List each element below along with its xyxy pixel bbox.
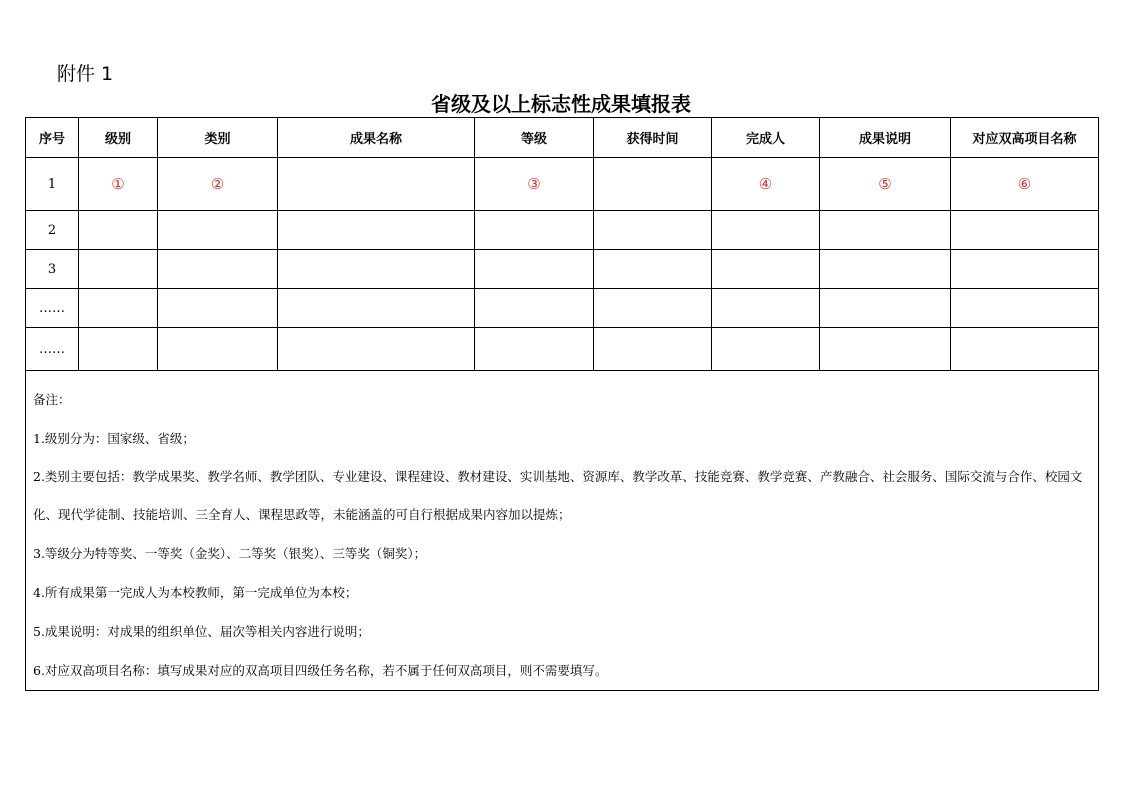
table-cell[interactable] bbox=[475, 211, 594, 250]
notes-row bbox=[26, 371, 1099, 691]
table-cell[interactable] bbox=[278, 328, 475, 371]
table-row bbox=[26, 328, 1099, 371]
note-item: 4.所有成果第一完成人为本校教师，第一完成单位为本校； bbox=[33, 585, 358, 600]
category-marker[interactable]: ② bbox=[158, 158, 278, 211]
table-cell[interactable] bbox=[951, 328, 1099, 371]
table-cell[interactable] bbox=[278, 289, 475, 328]
table-cell[interactable] bbox=[712, 211, 820, 250]
table-row bbox=[26, 289, 1099, 328]
table-cell[interactable] bbox=[79, 328, 158, 371]
header-grade: 等级 bbox=[475, 118, 594, 158]
table-cell[interactable] bbox=[951, 289, 1099, 328]
note-item: 1.级别分为：国家级、省级； bbox=[33, 431, 195, 446]
header-completer: 完成人 bbox=[712, 118, 820, 158]
table-cell[interactable] bbox=[158, 328, 278, 371]
time-cell[interactable] bbox=[594, 158, 712, 211]
name-cell[interactable] bbox=[278, 158, 475, 211]
header-index: 序号 bbox=[26, 118, 79, 158]
note-item: 6.对应双高项目名称：填写成果对应的双高项目四级任务名称，若不属于任何双高项目，则不需要填写。 bbox=[33, 663, 608, 678]
note-item: 2.类别主要包括：教学成果奖、教学名师、教学团队、专业建设、课程建设、教材建设、实训基地、资源库、教学改革、技能竞赛、教学竞赛、产教融合、社会服务、国际交流与合作、校园文化、现代学徒制、技能培训、三全育人、课程思政等，未能涵盖的可自行根据成果内容加以提炼； bbox=[33, 469, 1083, 522]
table-cell[interactable] bbox=[475, 250, 594, 289]
table-cell[interactable] bbox=[79, 211, 158, 250]
table-cell[interactable] bbox=[594, 289, 712, 328]
table-cell[interactable] bbox=[475, 289, 594, 328]
table-cell[interactable] bbox=[820, 211, 951, 250]
table-cell[interactable] bbox=[79, 250, 158, 289]
row-index: 2 bbox=[26, 211, 79, 250]
table-cell[interactable] bbox=[278, 250, 475, 289]
notes-heading: 备注： bbox=[33, 392, 71, 407]
row-index: 3 bbox=[26, 250, 79, 289]
table-cell[interactable] bbox=[79, 289, 158, 328]
table-row bbox=[26, 158, 1099, 211]
grade-marker[interactable]: ③ bbox=[475, 158, 594, 211]
table-row bbox=[26, 211, 1099, 250]
header-level: 级别 bbox=[79, 118, 158, 158]
table-cell[interactable] bbox=[820, 250, 951, 289]
attachment-label: 附件 1 bbox=[57, 63, 114, 85]
note-item: 3.等级分为特等奖、一等奖（金奖）、二等奖（银奖）、三等奖（铜奖）； bbox=[33, 546, 427, 561]
notes-cell bbox=[26, 371, 1099, 691]
row-index: …… bbox=[26, 328, 79, 371]
note-item: 5.成果说明：对成果的组织单位、届次等相关内容进行说明； bbox=[33, 624, 370, 639]
project-marker[interactable]: ⑥ bbox=[951, 158, 1099, 211]
table-cell[interactable] bbox=[158, 211, 278, 250]
achievement-table bbox=[25, 117, 1099, 691]
table-cell[interactable] bbox=[594, 328, 712, 371]
table-cell[interactable] bbox=[712, 250, 820, 289]
table-cell[interactable] bbox=[951, 250, 1099, 289]
row-index: 1 bbox=[26, 158, 79, 211]
header-description: 成果说明 bbox=[820, 118, 951, 158]
table-cell[interactable] bbox=[951, 211, 1099, 250]
table-cell[interactable] bbox=[594, 250, 712, 289]
table-cell[interactable] bbox=[158, 250, 278, 289]
table-cell[interactable] bbox=[712, 289, 820, 328]
page-title: 省级及以上标志性成果填报表 bbox=[431, 92, 691, 116]
table-cell[interactable] bbox=[278, 211, 475, 250]
table-cell[interactable] bbox=[594, 211, 712, 250]
table-cell[interactable] bbox=[475, 328, 594, 371]
header-project-name: 对应双高项目名称 bbox=[951, 118, 1099, 158]
header-category: 类别 bbox=[158, 118, 278, 158]
table-header-row bbox=[26, 118, 1099, 158]
table-cell[interactable] bbox=[158, 289, 278, 328]
table-cell[interactable] bbox=[820, 328, 951, 371]
description-marker[interactable]: ⑤ bbox=[820, 158, 951, 211]
row-index: …… bbox=[26, 289, 79, 328]
header-obtained-time: 获得时间 bbox=[594, 118, 712, 158]
header-achievement-name: 成果名称 bbox=[278, 118, 475, 158]
completer-marker[interactable]: ④ bbox=[712, 158, 820, 211]
level-marker[interactable]: ① bbox=[79, 158, 158, 211]
table-cell[interactable] bbox=[712, 328, 820, 371]
table-row bbox=[26, 250, 1099, 289]
table-cell[interactable] bbox=[820, 289, 951, 328]
